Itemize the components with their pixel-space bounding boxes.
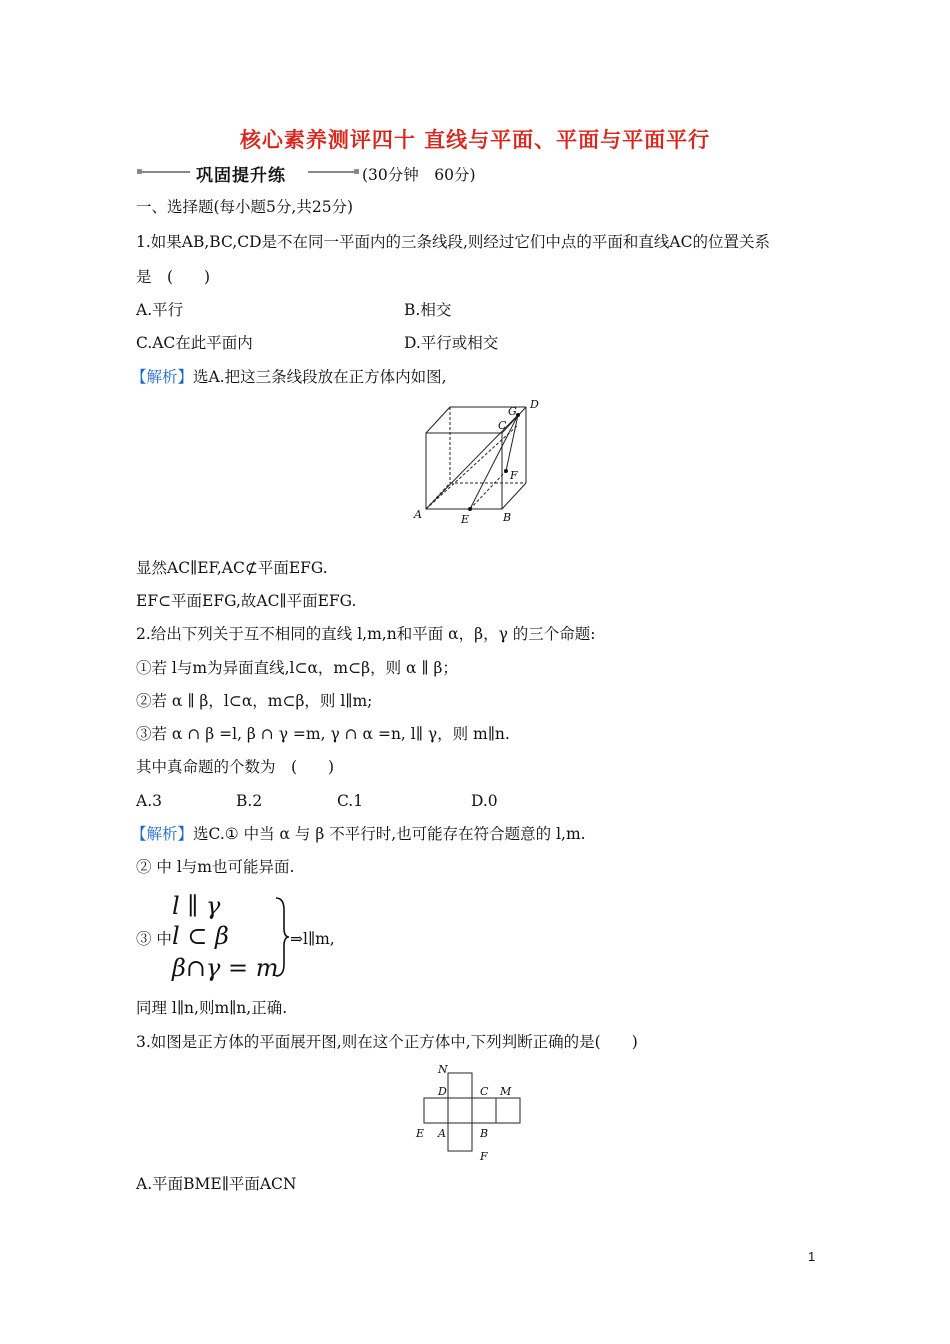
banner-dot-right bbox=[354, 169, 359, 174]
q1-stem-line1: 1.如果AB,BC,CD是不在同一平面内的三条线段,则经过它们中点的平面和直线AC的位置关系 bbox=[136, 233, 770, 251]
fig1-label-f: F bbox=[510, 469, 518, 482]
cube-net-figure bbox=[410, 1060, 540, 1165]
fig2-label-b: B bbox=[480, 1127, 489, 1140]
page-number: 1 bbox=[808, 1249, 816, 1264]
q2-analysis-line2: ② 中 l与m也可能异面. bbox=[136, 858, 295, 876]
q2-analysis bbox=[131, 824, 586, 844]
q1-stem-line2: 是 ( ) bbox=[136, 268, 211, 286]
q2-proposition-2: ②若 α ∥ β，l⊂α，m⊂β，则 l∥m; bbox=[136, 692, 373, 710]
q1-after-line1: 显然AC∥EF,AC⊄平面EFG. bbox=[136, 559, 328, 577]
fig1-label-e: E bbox=[461, 513, 470, 526]
q2-option-d: D.0 bbox=[471, 792, 498, 810]
page-title: 核心素养测评四十 直线与平面、平面与平面平行 bbox=[239, 128, 711, 152]
banner-line-left bbox=[142, 171, 190, 173]
math-prefix: ③ 中 bbox=[136, 930, 172, 948]
math-line-3: β∩γ = m bbox=[172, 954, 279, 982]
fig1-label-d: D bbox=[530, 398, 539, 411]
fig2-label-a: A bbox=[438, 1127, 446, 1140]
fig2-label-e: E bbox=[416, 1127, 425, 1140]
q2-stem: 2.给出下列关于互不相同的直线 l,m,n和平面 α，β，γ 的三个命题: bbox=[136, 625, 596, 643]
math-line-2: l ⊂ β bbox=[172, 922, 229, 950]
q2-option-c: C.1 bbox=[337, 792, 364, 810]
fig2-label-c: C bbox=[480, 1085, 489, 1098]
math-implies: ⇒l∥m, bbox=[290, 930, 335, 948]
fig1-label-a: A bbox=[414, 508, 422, 521]
q3-option-a: A.平面BME∥平面ACN bbox=[136, 1175, 297, 1193]
q2-question: 其中真命题的个数为 ( ) bbox=[136, 758, 335, 776]
q1-option-b: B.相交 bbox=[404, 301, 452, 319]
q2-option-a: A.3 bbox=[136, 792, 162, 810]
fig2-label-n: N bbox=[438, 1063, 448, 1076]
fig1-label-g: G bbox=[508, 405, 517, 418]
q2-proposition-3: ③若 α ∩ β =l, β ∩ γ =m, γ ∩ α =n, l∥ γ，则 m∥n. bbox=[136, 725, 510, 743]
q1-option-c: C.AC在此平面内 bbox=[136, 334, 253, 352]
q1-analysis bbox=[131, 367, 447, 387]
q2-proposition-1: ①若 l与m为异面直线,l⊂α，m⊂β，则 α ∥ β； bbox=[136, 659, 458, 677]
q1-after-line2: EF⊂平面EFG,故AC∥平面EFG. bbox=[136, 592, 357, 610]
analysis-tag: 【解析】 bbox=[131, 368, 194, 386]
fig2-label-m: M bbox=[500, 1085, 512, 1098]
fig1-label-c: C bbox=[498, 419, 507, 432]
fig1-label-b: B bbox=[503, 511, 512, 524]
analysis-tag: 【解析】 bbox=[131, 825, 194, 843]
q1-option-a: A.平行 bbox=[136, 301, 184, 319]
q1-analysis-text: 选A.把这三条线段放在正方体内如图, bbox=[193, 368, 447, 386]
banner-label: 巩固提升练 bbox=[196, 166, 286, 186]
q2-option-b: B.2 bbox=[236, 792, 263, 810]
fig2-label-f: F bbox=[480, 1150, 488, 1163]
section-heading: 一、选择题(每小题5分,共25分) bbox=[136, 198, 354, 216]
banner-time: (30分钟 60分) bbox=[362, 166, 476, 184]
q3-stem: 3.如图是正方体的平面展开图,则在这个正方体中,下列判断正确的是( ) bbox=[136, 1033, 638, 1051]
banner-line-right bbox=[308, 171, 356, 173]
q1-option-d: D.平行或相交 bbox=[404, 334, 499, 352]
q2-analysis-text: 选C.① 中当 α 与 β 不平行时,也可能存在符合题意的 l,m. bbox=[193, 825, 586, 843]
right-brace bbox=[274, 896, 290, 978]
fig2-label-d: D bbox=[438, 1085, 447, 1098]
cube-figure bbox=[408, 395, 548, 530]
q2-analysis-line4: 同理 l∥n,则m∥n,正确. bbox=[136, 999, 288, 1017]
math-line-1: l ∥ γ bbox=[172, 892, 221, 920]
